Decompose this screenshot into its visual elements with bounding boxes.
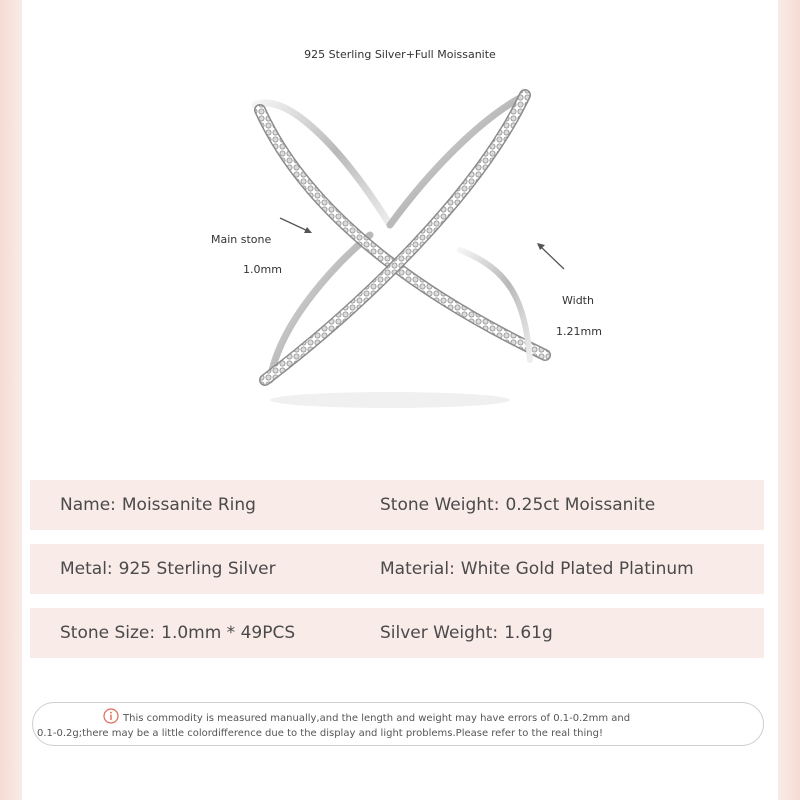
spec-label: Stone Size:	[60, 623, 156, 643]
spec-silver-weight	[380, 608, 553, 658]
spec-label: Name:	[60, 495, 116, 515]
spec-value: 1.61g	[504, 623, 553, 643]
spec-label: Silver Weight:	[380, 623, 499, 643]
main-stone-value: 1.0mm	[243, 263, 282, 276]
spec-name	[60, 480, 256, 530]
width-arrow-icon	[534, 240, 568, 274]
main-stone-arrow-icon	[276, 214, 316, 238]
spec-row	[30, 608, 764, 658]
ring-image	[230, 80, 570, 410]
spec-stone-weight	[380, 480, 655, 530]
spec-value: 0.25ct Moissanite	[505, 495, 656, 515]
spec-row	[30, 544, 764, 594]
spec-value: Moissanite Ring	[121, 495, 256, 515]
spec-material	[380, 544, 694, 594]
spec-label: Stone Weight:	[380, 495, 500, 515]
info-icon	[103, 708, 119, 724]
spec-value: 925 Sterling Silver	[118, 559, 276, 579]
spec-row	[30, 480, 764, 530]
main-stone-label: Main stone	[211, 233, 272, 246]
spec-metal	[60, 544, 276, 594]
width-label: Width	[562, 294, 594, 307]
spec-stone-size	[60, 608, 295, 658]
spec-label: Material:	[380, 559, 455, 579]
disclaimer-text	[37, 711, 763, 741]
spec-value: 1.0mm * 49PCS	[161, 623, 296, 643]
product-title: 925 Sterling Silver+Full Moissanite	[304, 48, 496, 61]
disclaimer-line-1: This commodity is measured manually,and the length and weight may have errors of 0.1-0.2mm and	[123, 713, 631, 724]
width-value: 1.21mm	[556, 325, 602, 338]
disclaimer-line-2: 0.1-0.2g;there may be a little colordifference due to the display and light problems.Please refer to the real thing!	[37, 728, 603, 739]
spec-label: Metal:	[60, 559, 113, 579]
spec-value: White Gold Plated Platinum	[460, 559, 694, 579]
disclaimer-notice	[32, 702, 764, 746]
